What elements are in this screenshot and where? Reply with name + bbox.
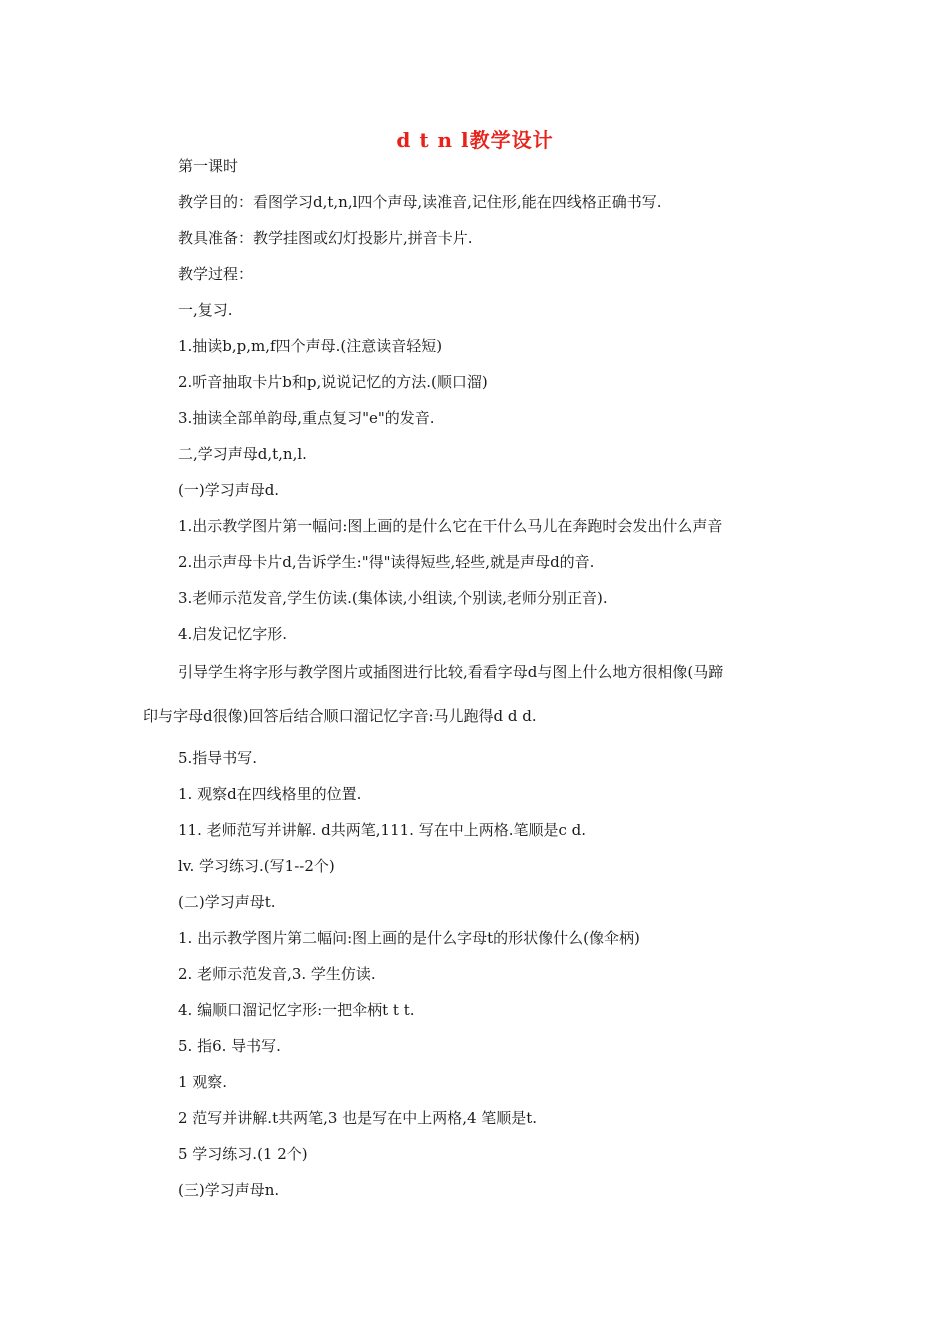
paragraph-line: 5. 指6. 导书写.	[178, 1037, 281, 1055]
paragraph-line: 5 学习练习.(1 2个)	[178, 1145, 308, 1163]
paragraph-line: 3.老师示范发音,学生仿读.(集体读,小组读,个别读,老师分别正音).	[178, 589, 608, 607]
paragraph-line: lv. 学习练习.(写1--2个)	[178, 857, 335, 875]
paragraph-line: (一)学习声母d.	[178, 481, 280, 499]
paragraph-line: 一,复习.	[178, 301, 233, 319]
paragraph-line: 2.听音抽取卡片b和p,说说记忆的方法.(顺口溜)	[178, 373, 488, 391]
paragraph-line: 11. 老师范写并讲解. d共两笔,111. 写在中上两格.笔顺是c d.	[178, 821, 587, 839]
paragraph-line: 二,学习声母d,t,n,l.	[178, 445, 307, 463]
paragraph-line: 2 范写并讲解.t共两笔,3 也是写在中上两格,4 笔顺是t.	[178, 1109, 538, 1127]
paragraph-line: 引导学生将字形与教学图片或插图进行比较,看看字母d与图上什么地方很相像(马蹄	[178, 663, 724, 681]
paragraph-line: 1. 观察d在四线格里的位置.	[178, 785, 362, 803]
paragraph-line: 4. 编顺口溜记忆字形:一把伞柄t t t.	[178, 1001, 415, 1019]
paragraph-line-continued: 印与字母d很像)回答后结合顺口溜记忆字音:马儿跑得d d d.	[143, 707, 537, 725]
paragraph-line: (三)学习声母n.	[178, 1181, 280, 1199]
paragraph-line: 2. 老师示范发音,3. 学生仿读.	[178, 965, 376, 983]
paragraph-line: 第一课时	[178, 157, 239, 175]
document-title: d t n l教学设计	[396, 128, 554, 152]
paragraph-line: (二)学习声母t.	[178, 893, 276, 911]
paragraph-line: 5.指导书写.	[178, 749, 258, 767]
paragraph-line: 4.启发记忆字形.	[178, 625, 288, 643]
paragraph-line: 教学过程：	[178, 265, 254, 283]
paragraph-line: 2.出示声母卡片d,告诉学生:"得"读得短些,轻些,就是声母d的音.	[178, 553, 595, 571]
paragraph-line: 1. 出示教学图片第二幅问:图上画的是什么字母t的形状像什么(像伞柄)	[178, 929, 640, 947]
paragraph-line: 教学目的：看图学习d,t,n,l四个声母,读准音,记住形,能在四线格正确书写.	[178, 193, 662, 211]
paragraph-line: 1.抽读b,p,m,f四个声母.(注意读音轻短)	[178, 337, 443, 355]
document-body	[143, 148, 823, 1208]
paragraph-line: 1.出示教学图片第一幅问:图上画的是什么它在干什么马儿在奔跑时会发出什么声音	[178, 517, 723, 535]
paragraph-line: 3.抽读全部单韵母,重点复习"e"的发音.	[178, 409, 435, 427]
paragraph-line: 1 观察.	[178, 1073, 228, 1091]
paragraph-line: 教具准备：教学挂图或幻灯投影片,拼音卡片.	[178, 229, 473, 247]
